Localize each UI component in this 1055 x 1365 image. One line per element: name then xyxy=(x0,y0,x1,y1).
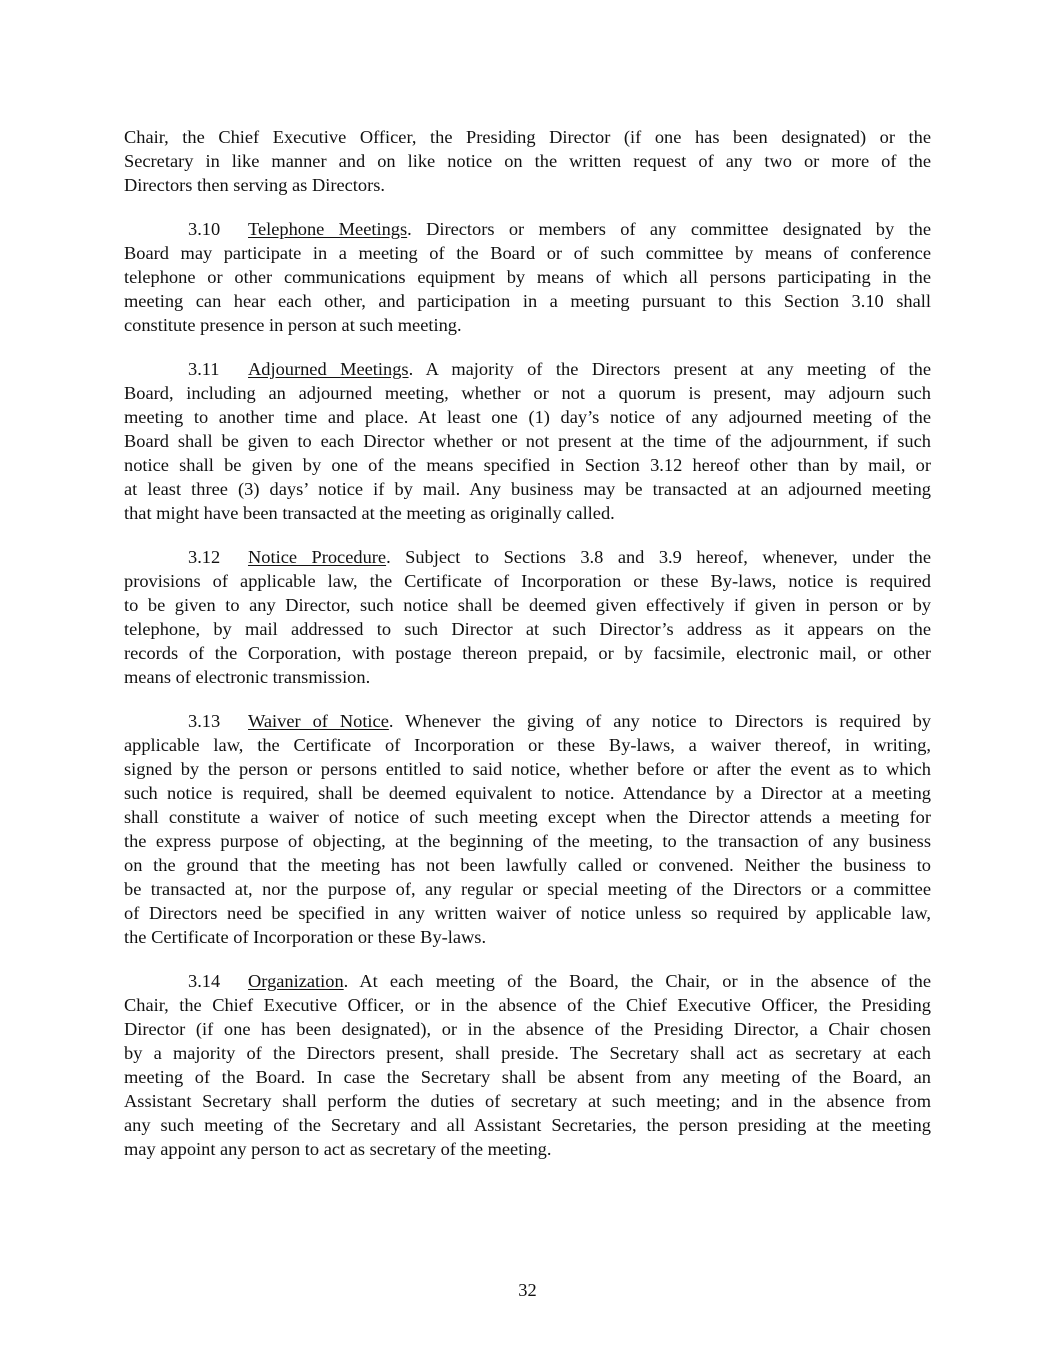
paragraph-line: meeting to another time and place. At least one (1) day’s notice of any adjourned meeting of the xyxy=(124,407,931,427)
paragraph-line xyxy=(124,217,931,241)
paragraph-line: Directors then serving as Directors. xyxy=(124,175,385,195)
page-number: 32 xyxy=(518,1280,537,1300)
paragraph-line: means of electronic transmission. xyxy=(124,667,371,687)
section-3-13 xyxy=(124,709,931,949)
continued-paragraph xyxy=(124,125,931,197)
paragraph-text: . Subject to Sections 3.8 and 3.9 hereof, whenever, under the xyxy=(386,547,932,567)
section-heading: Organization xyxy=(248,971,344,991)
paragraph-line: to be given to any Director, such notice shall be deemed given effectively if given in person or by xyxy=(124,595,931,615)
section-3-14 xyxy=(124,969,931,1161)
section-number: 3.14 xyxy=(188,971,221,991)
section-heading: Waiver of Notice xyxy=(248,711,389,731)
paragraph-line xyxy=(124,969,931,993)
paragraph-line: that might have been transacted at the meeting as originally called. xyxy=(124,503,615,523)
paragraph-line: be transacted at, nor the purpose of, any regular or special meeting of the Directors or a committee xyxy=(124,879,931,899)
paragraph-line: at least three (3) days’ notice if by mail. Any business may be transacted at an adjourned meeting xyxy=(124,479,931,499)
paragraph-line: Board shall be given to each Director whether or not present at the time of the adjournment, if such xyxy=(124,431,931,451)
paragraph-line: telephone or other communications equipment by means of which all persons participating in the xyxy=(124,267,931,287)
paragraph-line: constitute presence in person at such meeting. xyxy=(124,315,462,335)
paragraph-line xyxy=(124,545,931,569)
section-3-12 xyxy=(124,545,931,689)
paragraph-line: may appoint any person to act as secretary of the meeting. xyxy=(124,1139,552,1159)
paragraph-line: meeting can hear each other, and participation in a meeting pursuant to this Section 3.10 shall xyxy=(124,291,931,311)
paragraph-line: Chair, the Chief Executive Officer, or in the absence of the Chief Executive Officer, the Presiding xyxy=(124,995,931,1015)
paragraph-text: . A majority of the Directors present at any meeting of the xyxy=(408,359,931,379)
paragraph-line: the express purpose of objecting, at the beginning of the meeting, to the transaction of any business xyxy=(124,831,931,851)
paragraph-line: provisions of applicable law, the Certificate of Incorporation or these By-laws, notice is required xyxy=(124,571,931,591)
paragraph-line: such notice is required, shall be deemed equivalent to notice. Attendance by a Director at a meeting xyxy=(124,783,931,803)
paragraph-line: records of the Corporation, with postage thereon prepaid, or by facsimile, electronic mail, or other xyxy=(124,643,931,663)
paragraph-line: Board may participate in a meeting of the Board or of such committee by means of conference xyxy=(124,243,931,263)
section-3-10 xyxy=(124,217,931,337)
paragraph-line: telephone, by mail addressed to such Director at such Director’s address as it appears on the xyxy=(124,619,931,639)
section-number: 3.10 xyxy=(188,219,221,239)
paragraph-line: Assistant Secretary shall perform the duties of secretary at such meeting; and in the absence from xyxy=(124,1091,931,1111)
paragraph-line xyxy=(124,357,931,381)
paragraph-line: any such meeting of the Secretary and all Assistant Secretaries, the person presiding at the meeting xyxy=(124,1115,931,1135)
section-heading: Adjourned Meetings xyxy=(248,359,409,379)
paragraph-line: applicable law, the Certificate of Incorporation or these By-laws, a waiver thereof, in writing, xyxy=(124,735,931,755)
paragraph-line: Director (if one has been designated), or in the absence of the Presiding Director, a Chair chosen xyxy=(124,1019,931,1039)
paragraph-line: shall constitute a waiver of notice of such meeting except when the Director attends a meeting for xyxy=(124,807,931,827)
paragraph-line: Secretary in like manner and on like notice on the written request of any two or more of the xyxy=(124,151,931,171)
paragraph-text: . Directors or members of any committee designated by the xyxy=(407,219,931,239)
section-number: 3.11 xyxy=(188,359,220,379)
paragraph-text: . Whenever the giving of any notice to Directors is required by xyxy=(388,711,931,731)
paragraph-line: signed by the person or persons entitled to said notice, whether before or after the event as to which xyxy=(124,759,931,779)
section-number: 3.13 xyxy=(188,711,221,731)
section-heading: Telephone Meetings xyxy=(248,219,408,239)
section-heading: Notice Procedure xyxy=(248,547,387,567)
paragraph-line: the Certificate of Incorporation or these By-laws. xyxy=(124,927,487,947)
paragraph-line xyxy=(124,709,931,733)
document-body xyxy=(124,125,931,1181)
paragraph-line: of Directors need be specified in any written waiver of notice unless so required by applicable law, xyxy=(124,903,931,923)
section-3-11 xyxy=(124,357,931,525)
paragraph-line: Board, including an adjourned meeting, whether or not a quorum is present, may adjourn such xyxy=(124,383,931,403)
paragraph-line: notice shall be given by one of the means specified in Section 3.12 hereof other than by mail, or xyxy=(124,455,931,475)
paragraph-line: by a majority of the Directors present, shall preside. The Secretary shall act as secretary at each xyxy=(124,1043,931,1063)
section-number: 3.12 xyxy=(188,547,221,567)
paragraph-line: Chair, the Chief Executive Officer, the Presiding Director (if one has been designated) or the xyxy=(124,127,931,147)
paragraph-line: meeting of the Board. In case the Secretary shall be absent from any meeting of the Board, an xyxy=(124,1067,931,1087)
paragraph-text: . At each meeting of the Board, the Chair, or in the absence of the xyxy=(343,971,931,991)
paragraph-line: on the ground that the meeting has not been lawfully called or convened. Neither the business to xyxy=(124,855,931,875)
